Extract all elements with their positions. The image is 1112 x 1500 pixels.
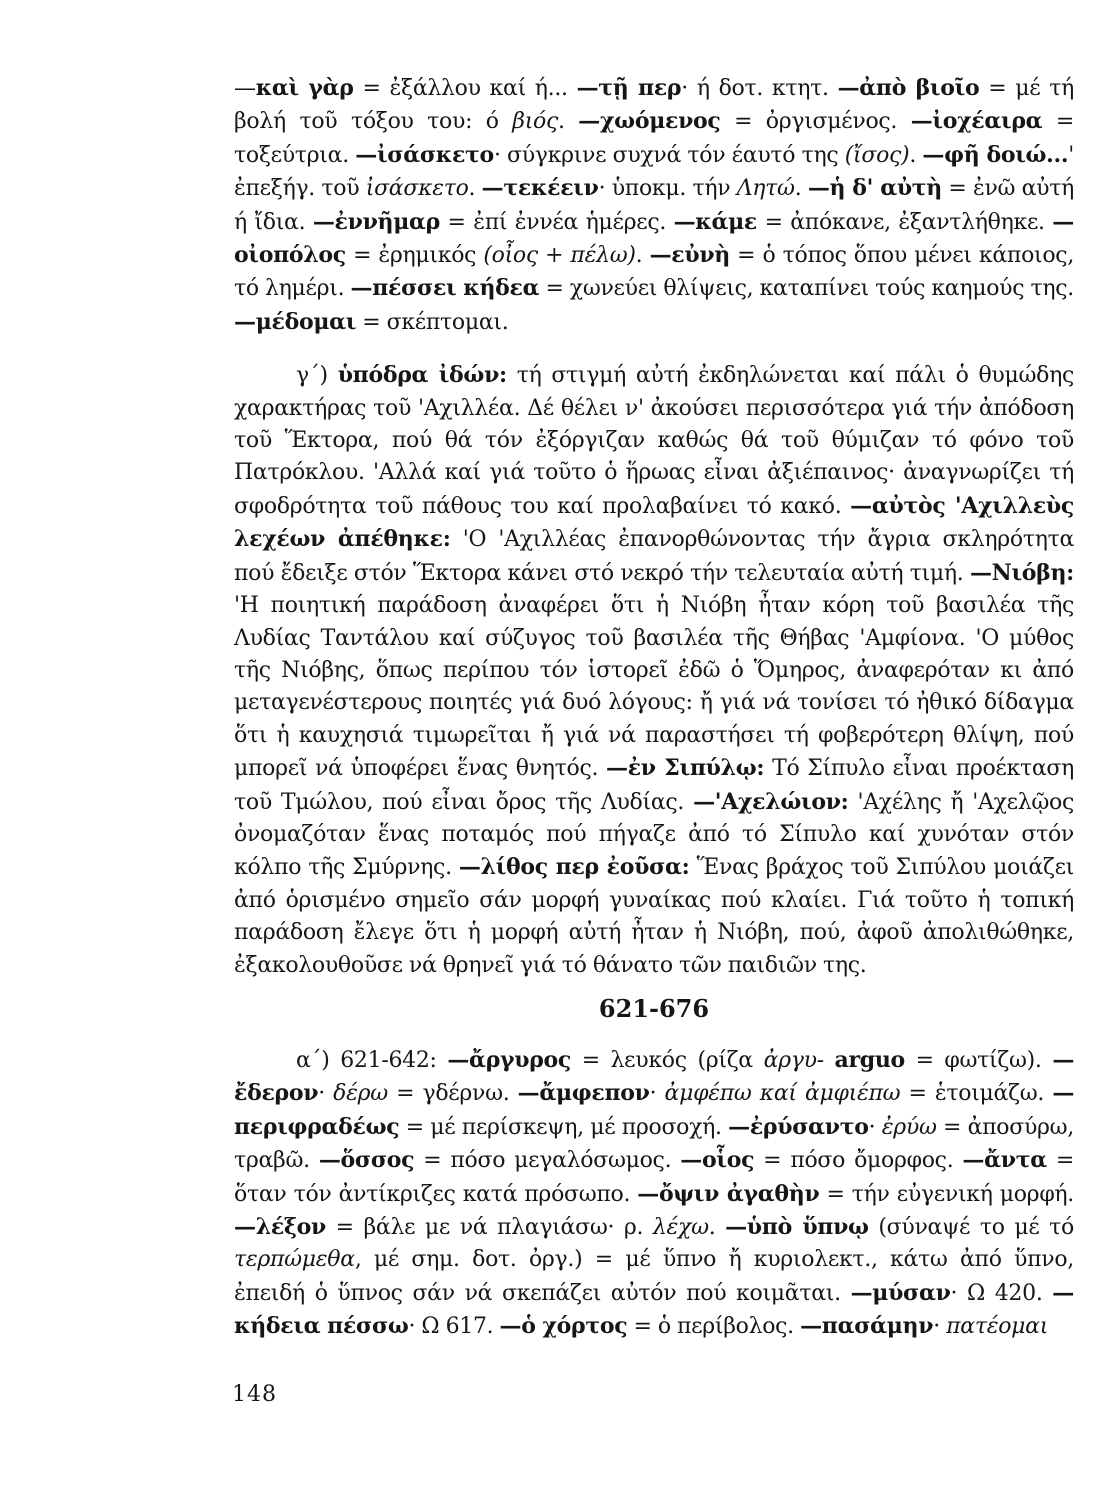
- lemma-term: —ἐρύσαντο: [728, 1113, 869, 1140]
- lemma-term: —ἄντα: [962, 1147, 1047, 1174]
- lemma-term: —ὅσσος: [318, 1147, 415, 1174]
- lemma-term: —ἐν Σιπύλῳ:: [606, 755, 765, 782]
- lemma-term: —ἰοχέαιρα: [910, 108, 1043, 135]
- lemma-term: —κάμε: [673, 208, 758, 235]
- lemma-term: —λέξον: [234, 1214, 326, 1240]
- lemma-term: —ἀπὸ βιοῖο: [837, 75, 980, 101]
- italic-term: ἰσάσκετο: [365, 176, 469, 202]
- lemma-term: —περιφραδέως: [234, 1080, 1075, 1140]
- italic-term: πατέομαι: [946, 1314, 1049, 1340]
- text-run: 'Ο 'Αχιλλέας ἐπανορθώνοντας τήν ἄγρια σκληρότητα πού ἔδειξε στόν Ἕκτορα κάνει στό νεκρό τήν τελευταία αὐτή τιμή.: [234, 527, 1075, 586]
- text-run: = ὅταν τόν ἀντίκριζες κατά πρόσωπο.: [234, 1148, 1074, 1207]
- text-run: τή στιγμή αὐτή ἐκδηλώνεται καί πάλι ὁ θυμώδης χαρακτήρας τοῦ 'Αχιλλέα. Δέ θέλει ν' ἀκούσει περισσότερα γιά τήν ἀπόδοση τοῦ Ἕκτορα, πού θά τόν ἐξόργιζαν καθώς θά τοῦ θύμιζαν τό φόνο τοῦ Πατρόκλου. 'Αλλά καί γιά τοῦτο ὁ ἥρωας εἶναι ἀξιέπαινος· ἀναγνωρίζει τή σφοδρότητα τοῦ πάθους του καί προλαβαίνει τό κακό.: [234, 363, 1074, 519]
- text-run: · ὑποκμ. τήν: [598, 176, 737, 202]
- lemma-term: —ἄργυρος: [447, 1046, 572, 1073]
- lemma-term: arguo: [834, 1046, 905, 1073]
- text-run: = τήν εὐγενική μορφή.: [819, 1181, 1074, 1207]
- italic-term: ἐρύω: [881, 1114, 937, 1140]
- lemma-term: —ἔδερον: [234, 1046, 1075, 1107]
- lemma-term: —ὄψιν ἀγαθὴν: [637, 1180, 820, 1207]
- text-run: α΄) 621-642:: [296, 1047, 448, 1073]
- italic-term: Λητώ: [736, 176, 795, 202]
- text-run: = ἑτοιμάζω.: [900, 1081, 1053, 1107]
- text-run: —: [234, 76, 256, 101]
- text-run: = πόσο μεγαλόσωμος.: [414, 1148, 681, 1174]
- italic-term: τερπώμεθα: [234, 1247, 355, 1273]
- text-run: = ἀποσύρω, τραβῶ.: [234, 1114, 1074, 1174]
- lemma-term: —τῇ περ: [576, 75, 682, 101]
- text-run: · Ω 420.: [950, 1280, 1053, 1306]
- text-run: = ἐξάλλου καί ή...: [353, 76, 577, 101]
- text-run: = φωτίζω).: [904, 1047, 1053, 1073]
- text-run: = σκέπτομαι.: [356, 309, 509, 335]
- text-run: 'Αχέλης ἤ 'Αχελῷος ὀνομαζόταν ἕνας ποταμός πού πήγαζε ἀπό τό Σίπυλο καί χυνόταν στόν κόλπο τῆς Σμύρνης.: [234, 789, 1074, 881]
- paragraph-commentary-niobe: [234, 359, 1074, 982]
- italic-term: (ἴσος): [844, 142, 910, 168]
- lemma-term: καὶ γὰρ: [255, 75, 354, 101]
- text-run: .: [708, 1215, 726, 1240]
- text-run: = ὀργισμένος.: [720, 109, 911, 135]
- lemma-term: —μέδομαι: [234, 308, 357, 335]
- text-run: · σύγκρινε συχνά τόν έαυτό της: [493, 142, 845, 168]
- lemma-term: —ἡ δ' αὐτὴ: [807, 175, 942, 202]
- page-number: 148: [232, 1382, 277, 1407]
- text-run: = χωνεύει θλίψεις, καταπίνει τούς καημούς της.: [539, 276, 1074, 302]
- paragraph-glossary-621-642: [234, 1044, 1074, 1344]
- text-run: .: [909, 142, 923, 168]
- italic-term: βιός: [512, 109, 559, 135]
- text-run: = ὁ τόπος ὅπου μένει κάποιος, τό λημέρι.: [234, 243, 1075, 302]
- text-run: .: [635, 243, 650, 269]
- text-run: = τοξεύτρια.: [234, 109, 1075, 168]
- text-run: γ΄): [296, 363, 338, 389]
- lemma-term: —πασάμην: [800, 1313, 934, 1340]
- text-run: 'Η ποιητική παράδοση ἀναφέρει ὅτι ἡ Νιόβη ἦταν κόρη τοῦ βασιλέα τῆς Λυδίας Ταντάλου καί σύζυγος τοῦ βασιλέα τῆς Θήβας 'Αμφίονα. 'Ο μύθος τῆς Νιόβης, ὅπως περίπου τόν ἱστορεῖ ἐδῶ ὁ Ὅμηρος, ἀναφερόταν κι ἀπό μεταγενέστερους ποιητές γιά δυό λόγους: ἤ γιά νά τονίσει τό ἠθικό δίδαγμα ὅτι ἡ καυχησιά τιμωρεῖται ἤ γιά νά παραστήσει τή φοβερότερη θλίψη, πού μπορεῖ νά ὑποφέρει ἕνας θνητός.: [234, 593, 1074, 782]
- text-run: = λευκός (ρίζα: [571, 1047, 764, 1073]
- lemma-term: —οἷος: [680, 1147, 755, 1174]
- section-heading: 621-676: [598, 993, 710, 1023]
- italic-term: δέρω: [333, 1081, 388, 1107]
- text-run: = πόσο ὄμορφος.: [754, 1148, 963, 1174]
- text-run: ·: [318, 1081, 334, 1107]
- italic-term: (οἶος + πέλω): [483, 243, 636, 269]
- italic-term: λέχω: [652, 1215, 709, 1240]
- text-run: Ἕνας βράχος τοῦ Σιπύλου μοιάζει ἀπό ὁρισμένο σημεῖο σάν μορφή γυναίκας πού κλαίει. Γιά τοῦτο ἡ τοπική παράδοση ἔλεγε ὅτι ἡ μορφή αὐτή ἦταν ἡ Νιόβη, πού, ἀφοῦ ἀπολιθώθηκε, ἐξακολουθοῦσε νά θρηνεῖ γιά τό θάνατο τῶν παιδιῶν της.: [234, 855, 1074, 978]
- lemma-term: —εὐνὴ: [649, 242, 730, 269]
- lemma-term: —'Αχελώιον:: [693, 788, 849, 815]
- lemma-term: —ἄμφεπον: [517, 1080, 650, 1107]
- text-run: = ὁ περίβολος.: [627, 1314, 801, 1340]
- text-run: = ἀπόκανε, ἐξαντλήθηκε.: [757, 209, 1053, 235]
- paragraph-glossary-1: [234, 72, 1074, 339]
- text-run: .: [468, 176, 482, 202]
- lemma-term: —Νιόβη:: [969, 559, 1074, 586]
- text-run: ' ἐπεξήγ. τοῦ: [234, 142, 1075, 202]
- italic-term: ἀμφέπω καί ἀμφιέπω: [664, 1081, 901, 1107]
- lemma-term: —ὁ χόρτος: [499, 1313, 628, 1340]
- text-run: ·: [868, 1114, 882, 1140]
- text-run: = γδέρνω.: [387, 1081, 518, 1107]
- text-run: = ἐρημικός: [345, 243, 484, 269]
- text-run: = ἐπί ἐννέα ἡμέρες.: [440, 209, 674, 235]
- text-run: ·: [933, 1314, 947, 1340]
- text-run: = μέ τή βολή τοῦ τόξου του: ό: [234, 76, 1075, 135]
- lemma-term: —φῆ δοιώ...: [922, 141, 1069, 168]
- text-run: · Ω 617.: [408, 1314, 500, 1340]
- paragraph-gap: [234, 339, 1074, 359]
- text-run: [824, 1048, 835, 1073]
- lemma-term: —αὐτὸς 'Αχιλλεὺς λεχέων ἀπέθηκε:: [234, 492, 1074, 553]
- lemma-term: ὑπόδρα ἰδών:: [337, 362, 507, 389]
- text-run: = βάλε με νά πλαγιάσω· ρ.: [325, 1215, 653, 1240]
- lemma-term: —λίθος περ ἐοῦσα:: [458, 854, 690, 881]
- italic-term: ἀργυ-: [763, 1047, 824, 1073]
- text-run: (σύναψέ το μέ τό: [868, 1215, 1074, 1240]
- lemma-term: —ἐννῆμαρ: [312, 208, 440, 235]
- text-run: .: [794, 176, 808, 202]
- lemma-term: —ὑπὸ ὕπνῳ: [725, 1214, 869, 1240]
- text-run: , μέ σημ. δοτ. ὀργ.) = μέ ὕπνο ἤ κυριολεκτ., κάτω ἀπό ὕπνο, ἐπειδή ὁ ὕπνος σάν νά σκεπάζει αὐτόν πού κοιμᾶται.: [234, 1247, 1074, 1306]
- lemma-term: —ἰσάσκετο: [355, 141, 494, 168]
- lemma-term: —τεκέειν: [481, 175, 599, 202]
- lemma-term: —χωόμενος: [578, 108, 721, 135]
- page-body: [234, 72, 1074, 1344]
- text-run: · ή δοτ. κτητ.: [681, 76, 838, 101]
- text-run: = μέ περίσκεψη, μέ προσοχή.: [399, 1114, 729, 1140]
- lemma-term: —κήδεια πέσσω: [234, 1279, 1074, 1340]
- text-run: Τό Σίπυλο εἶναι προέκταση τοῦ Τμώλου, πού εἶναι ὄρος τῆς Λυδίας.: [234, 756, 1075, 815]
- lemma-term: —μύσαν: [850, 1279, 951, 1306]
- text-run: = ἐνῶ αὐτή ή ἴδια.: [234, 176, 1075, 235]
- lemma-term: —οἰοπόλος: [234, 208, 1074, 269]
- text-run: ·: [649, 1081, 665, 1107]
- text-run: .: [558, 109, 579, 135]
- lemma-term: —πέσσει κήδεα: [350, 275, 540, 302]
